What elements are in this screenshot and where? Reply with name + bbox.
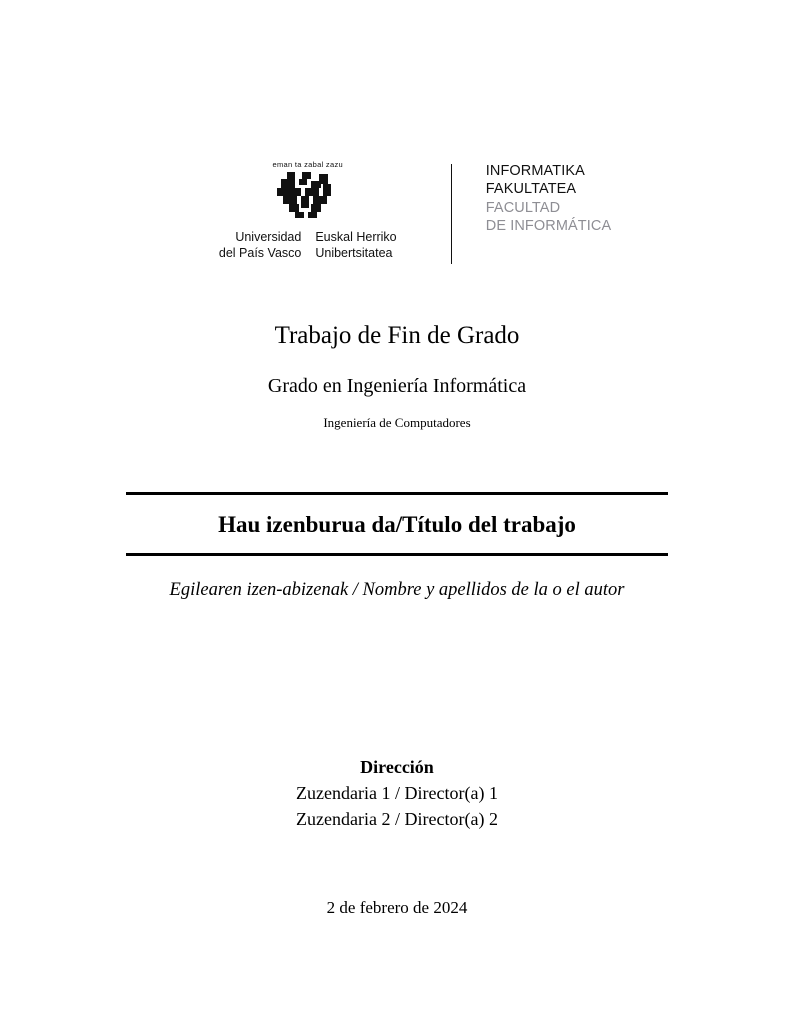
university-name-es-line2: del País Vasco <box>218 245 302 260</box>
supervisor-item: Zuzendaria 1 / Director(a) 1 <box>296 783 498 804</box>
university-name-es <box>219 230 301 261</box>
institution-logo-block <box>0 160 794 264</box>
university-name-es-line1: Universidad <box>235 230 302 244</box>
direction-block <box>0 754 794 832</box>
university-motto: eman ta zabal zazu <box>272 160 343 169</box>
faculty-name-es-line1: FACULTAD <box>485 199 561 216</box>
university-name-eu-line1: Euskal Herriko <box>315 230 397 244</box>
upv-ehu-crest-icon <box>275 172 341 218</box>
work-type-heading: Trabajo de Fin de Grado <box>274 322 520 349</box>
title-rule-bottom <box>126 553 668 556</box>
university-name-eu-line2: Unibertsitatea <box>315 245 393 260</box>
logo-inner <box>183 160 611 264</box>
degree-heading: Grado en Ingeniería Informática <box>267 374 527 397</box>
faculty-name-eu-line2: FAKULTATEA <box>485 181 577 198</box>
title-block <box>126 492 668 556</box>
speciality-heading: Ingeniería de Computadores <box>323 414 471 430</box>
university-logo <box>183 160 451 261</box>
author-name: Egilearen izen-abizenak / Nombre y apellidos de la o el autor <box>169 580 625 600</box>
university-name-eu <box>315 230 396 261</box>
university-names <box>219 230 397 261</box>
page-title: Hau izenburua da/Título del trabajo <box>218 511 576 537</box>
supervisor-item: Zuzendaria 2 / Director(a) 2 <box>296 809 498 830</box>
logo-vertical-divider <box>451 164 452 264</box>
faculty-name-block <box>486 160 611 236</box>
faculty-name-es-line2: DE INFORMÁTICA <box>485 218 612 235</box>
date-text: 2 de febrero de 2024 <box>326 898 468 917</box>
faculty-name-eu-line1: INFORMATIKA <box>485 163 585 179</box>
direction-heading: Dirección <box>360 757 434 777</box>
degree-block <box>0 320 794 431</box>
